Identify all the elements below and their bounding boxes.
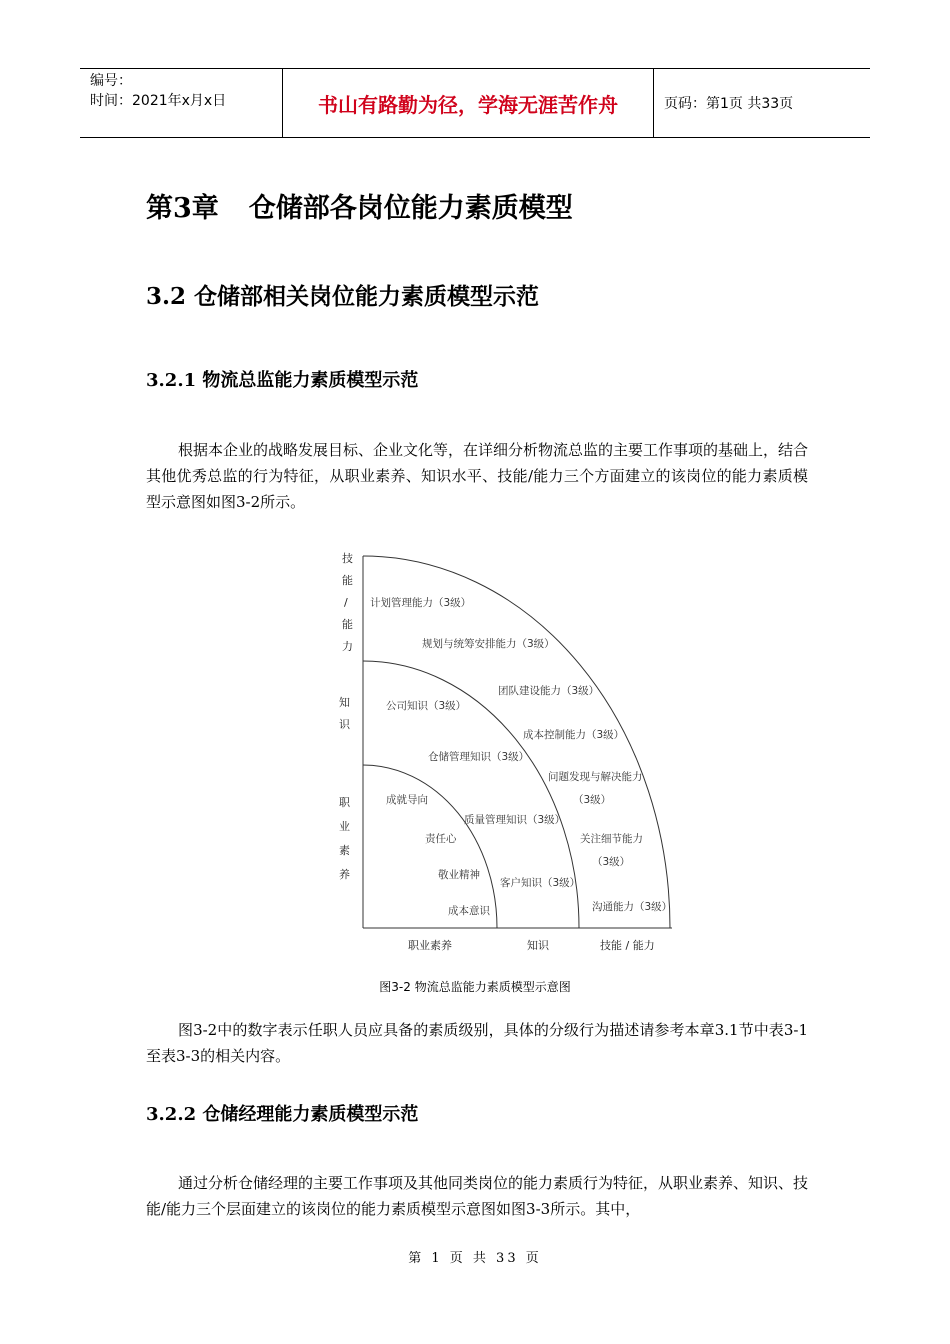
paragraph-3: 通过分析仓储经理的主要工作事项及其他同类岗位的能力素质行为特征，从职业素养、知识、技能/能力三个层面建立的该岗位的能力素质模型示意图如图3-3所示。其中， [146,1174,809,1218]
skill-item: （3级） [592,856,631,868]
literacy-items [386,793,490,917]
paragraph-1: 根据本企业的战略发展目标、企业文化等，在详细分析物流总监的主要工作事项的基础上，结合其他优秀总监的行为特征，从职业素养、知识水平、技能/能力三个方面建立的该岗位的能力素质模型示意图如图3-2所示。 [146,441,809,511]
literacy-item: 责任心 [425,833,457,845]
header-left-cell [80,69,282,137]
svg-text:养: 养 [339,868,350,881]
page-info: 页码：第1页 共33页 [664,96,794,112]
svg-text:职: 职 [339,796,350,809]
svg-text:/: / [344,596,348,609]
svg-text:能: 能 [342,618,353,631]
skill-item: 问题发现与解决能力 [548,771,643,783]
knowledge-item: 公司知识（3级） [386,700,467,712]
paragraph-2: 图3-2中的数字表示任职人员应具备的素质级别，具体的分级行为描述请参考本章3.1节中表3-1至表3-3的相关内容。 [146,1021,808,1065]
side-label-literacy [339,796,351,881]
page-footer: 第 1 页 共 33 页 [408,1251,542,1266]
svg-text:素: 素 [339,844,350,857]
skill-item: 沟通能力（3级） [592,901,673,913]
knowledge-item: 质量管理知识（3级） [464,814,566,826]
figure-caption: 图3-2 物流总监能力素质模型示意图 [379,980,571,994]
chapter-number: 第3章 [146,193,219,224]
side-label-skills [342,551,353,653]
subsection-heading-2: 3.2.2 仓储经理能力素质模型示范 [146,1104,419,1125]
bottom-labels [408,938,655,952]
skill-item: 计划管理能力（3级） [370,597,472,609]
number-label: 编号： [90,73,132,89]
time-label: 时间：2021年x月x日 [90,93,227,109]
motto: 书山有路勤为径，学海无涯苦作舟 [282,69,654,137]
outer-arc [363,556,673,928]
inner-arc [363,765,497,928]
bottom-label-skills: 技能 / 能力 [600,939,655,952]
skill-item: 规划与统筹安排能力（3级） [422,638,555,650]
svg-text:识: 识 [339,718,350,731]
svg-text:业: 业 [339,820,350,833]
svg-text:技: 技 [342,552,353,565]
competency-model-figure [330,548,680,960]
skill-item: 关注细节能力 [580,833,643,845]
knowledge-item: 仓储管理知识（3级） [428,751,530,763]
literacy-item: 成就导向 [386,794,428,806]
skill-item: （3级） [573,794,612,806]
side-label-knowledge [339,696,351,731]
chapter-heading [146,186,573,225]
skill-item: 团队建设能力（3级） [498,685,600,697]
bottom-label-knowledge: 知识 [527,939,549,952]
svg-text:力: 力 [342,640,353,653]
bottom-label-literacy: 职业素养 [408,939,452,952]
skill-item: 成本控制能力（3级） [523,729,625,741]
svg-text:能: 能 [342,574,353,587]
literacy-item: 成本意识 [448,905,490,917]
subsection-heading-1: 3.2.1 物流总监能力素质模型示范 [146,370,419,391]
literacy-item: 敬业精神 [438,869,480,881]
knowledge-item: 客户知识（3级） [500,877,581,889]
chapter-title: 仓储部各岗位能力素质模型 [248,193,573,224]
section-heading: 3.2 仓储部相关岗位能力素质模型示范 [146,283,540,310]
document-header [80,68,870,138]
svg-text:知: 知 [339,696,350,709]
